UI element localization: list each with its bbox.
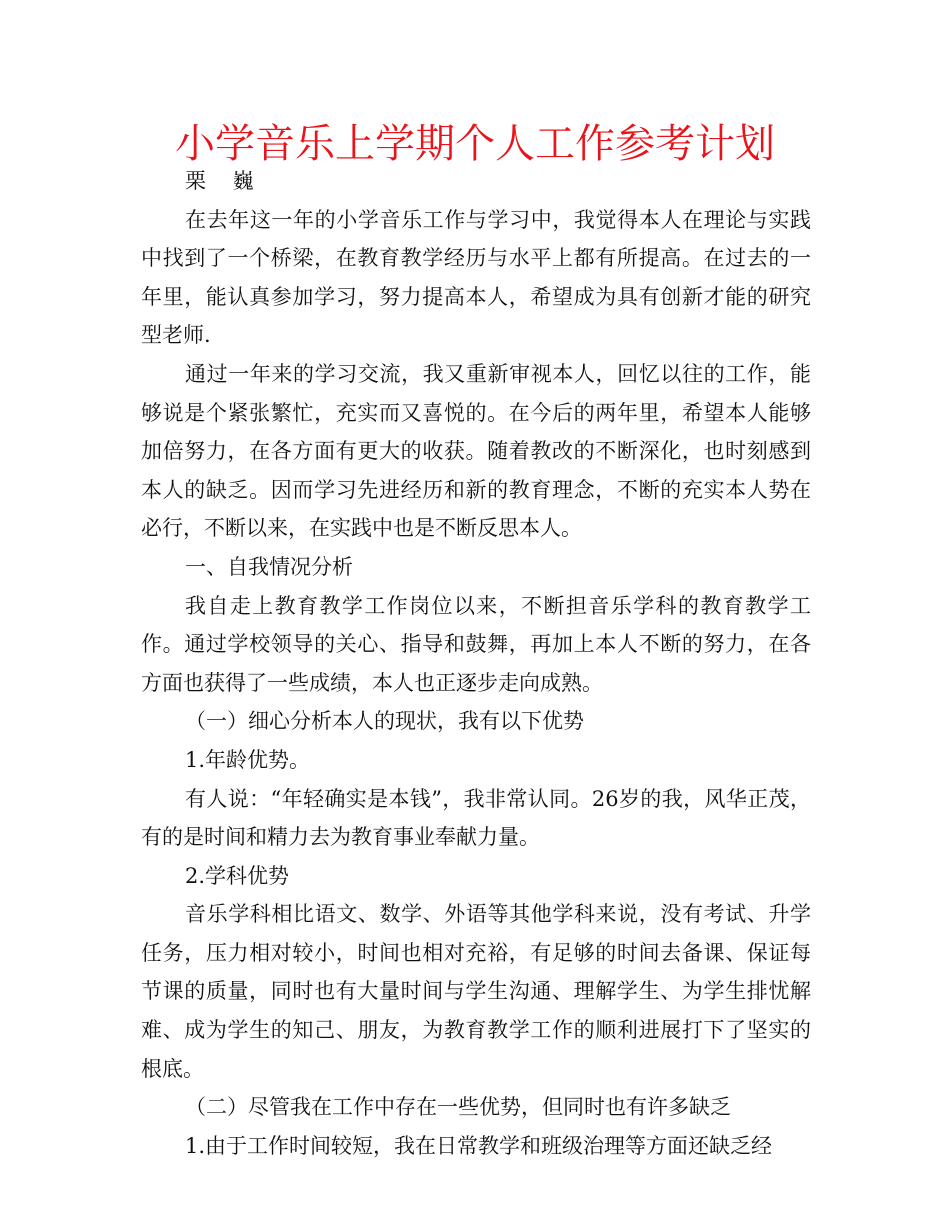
paragraph: 音乐学科相比语文、数学、外语等其他学科来说，没有考试、升学任务，压力相对较小，时间也相对充裕，有足够的时间去备课、保证每节课的质量，同时也有大量时间与学生沟通、理解学生、为学生排忧解难、成为学生的知己、朋友，为教育教学工作的顺利进展打下了坚实的根底。 — [141, 902, 811, 1081]
section-heading: 一、自我情况分析 — [185, 554, 353, 579]
paragraph: 有人说：“年轻确实是本钱”，我非常认同。26岁的我，风华正茂，有的是时间和精力去为教育事业奉献力量。 — [141, 786, 811, 850]
paragraph: 在去年这一年的小学音乐工作与学习中，我觉得本人在理论与实践中找到了一个桥梁，在教育教学经历与水平上都有所提高。在过去的一年里，能认真参加学习，努力提高本人，希望成为具有创新才能的研究型老师. — [141, 207, 811, 348]
subsection-heading: （二）尽管我在工作中存在一些优势，但同时也有许多缺乏 — [185, 1095, 731, 1120]
paragraph: 通过一年来的学习交流，我又重新审视本人，回忆以往的工作，能够说是个紧张繁忙，充实而又喜悦的。在今后的两年里，希望本人能够加倍努力，在各方面有更大的收获。随着教改的不断深化，也时刻感到本人的缺乏。因而学习先进经历和新的教育理念，不断的充实本人势在必行，不断以来，在实践中也是不断反思本人。 — [141, 361, 811, 541]
document-title: 小学音乐上学期个人工作参考计划 — [175, 121, 775, 167]
author-line: 栗 巍 — [185, 169, 264, 193]
subsection-heading: （一）细心分析本人的现状，我有以下优势 — [185, 709, 584, 734]
paragraph: 我自走上教育教学工作岗位以来，不断担音乐学科的教育教学工作。通过学校领导的关心、指导和鼓舞，再加上本人不断的努力，在各方面也获得了一些成绩，本人也正逐步走向成熟。 — [141, 593, 811, 695]
paragraph: 1.由于工作时间较短，我在日常教学和班级治理等方面还缺乏经 — [185, 1133, 773, 1158]
list-heading: 1.年龄优势。 — [185, 747, 311, 772]
list-heading: 2.学科优势 — [185, 863, 290, 888]
document-body — [141, 162, 811, 1165]
